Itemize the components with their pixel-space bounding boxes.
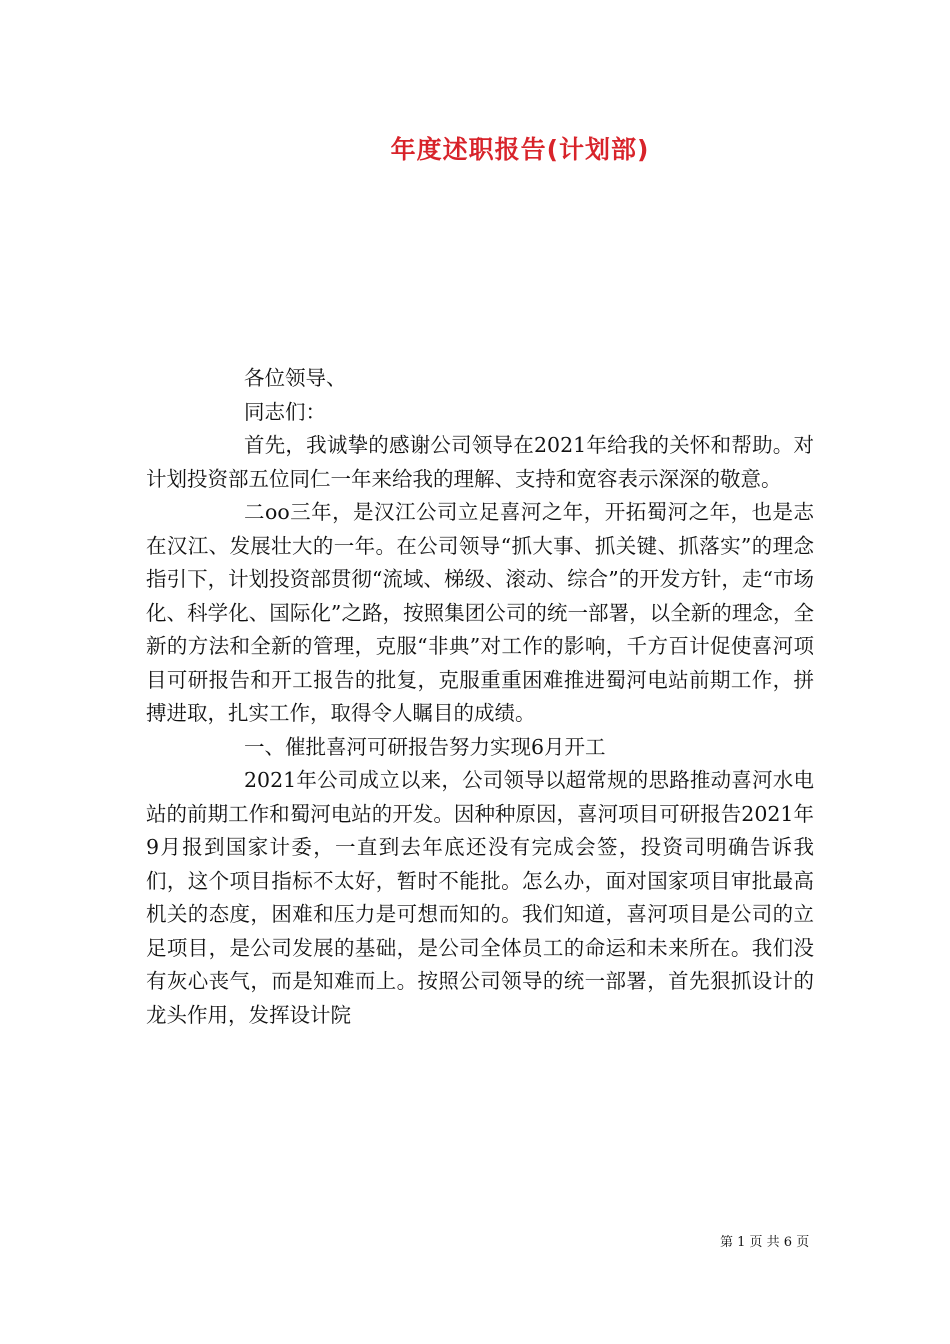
document-title: 年度述职报告(计划部) [390, 135, 650, 164]
page-number: 第 1 页 共 6 页 [720, 1235, 810, 1250]
paragraph-thanks: 首先，我诚挚的感谢公司领导在2021年给我的关怀和帮助。对计划投资部五位同仁一年来给我的理解、支持和宽容表示深深的敬意。 [146, 433, 814, 491]
salutation-line-2: 同志们： [244, 399, 326, 424]
salutation-line-1: 各位领导、 [244, 366, 347, 390]
paragraph-overview: 二oo三年，是汉江公司立足喜河之年，开拓蜀河之年，也是志在汉江、发展壮大的一年。在公司领导“抓大事、抓关键、抓落实”的理念指引下，计划投资部贯彻“流域、梯级、滚动、综合”的开发方针，走“市场化、科学化、国际化”之路，按照集团公司的统一部署，以全新的理念，全新的方法和全新的管理，克服“非典”对工作的影响，千方百计促使喜河项目可研报告和开工报告的批复，克服重重困难推进蜀河电站前期工作，拼搏进取，扎实工作，取得令人瞩目的成绩。 [146, 500, 814, 725]
section-heading: 一、催批喜河可研报告努力实现6月开工 [244, 734, 606, 759]
document-body [146, 362, 814, 1032]
paragraph-section-1: 2021年公司成立以来，公司领导以超常规的思路推动喜河水电站的前期工作和蜀河电站的开发。因种种原因，喜河项目可研报告2021年9月报到国家计委，一直到去年底还没有完成会签，投资司明确告诉我们，这个项目指标不太好，暂时不能批。怎么办，面对国家项目审批最高机关的态度，困难和压力是可想而知的。我们知道，喜河项目是公司的立足项目，是公司发展的基础，是公司全体员工的命运和未来所在。我们没有灰心丧气，而是知难而上。按照公司领导的统一部署，首先狠抓设计的龙头作用，发挥设计院 [146, 768, 814, 1027]
